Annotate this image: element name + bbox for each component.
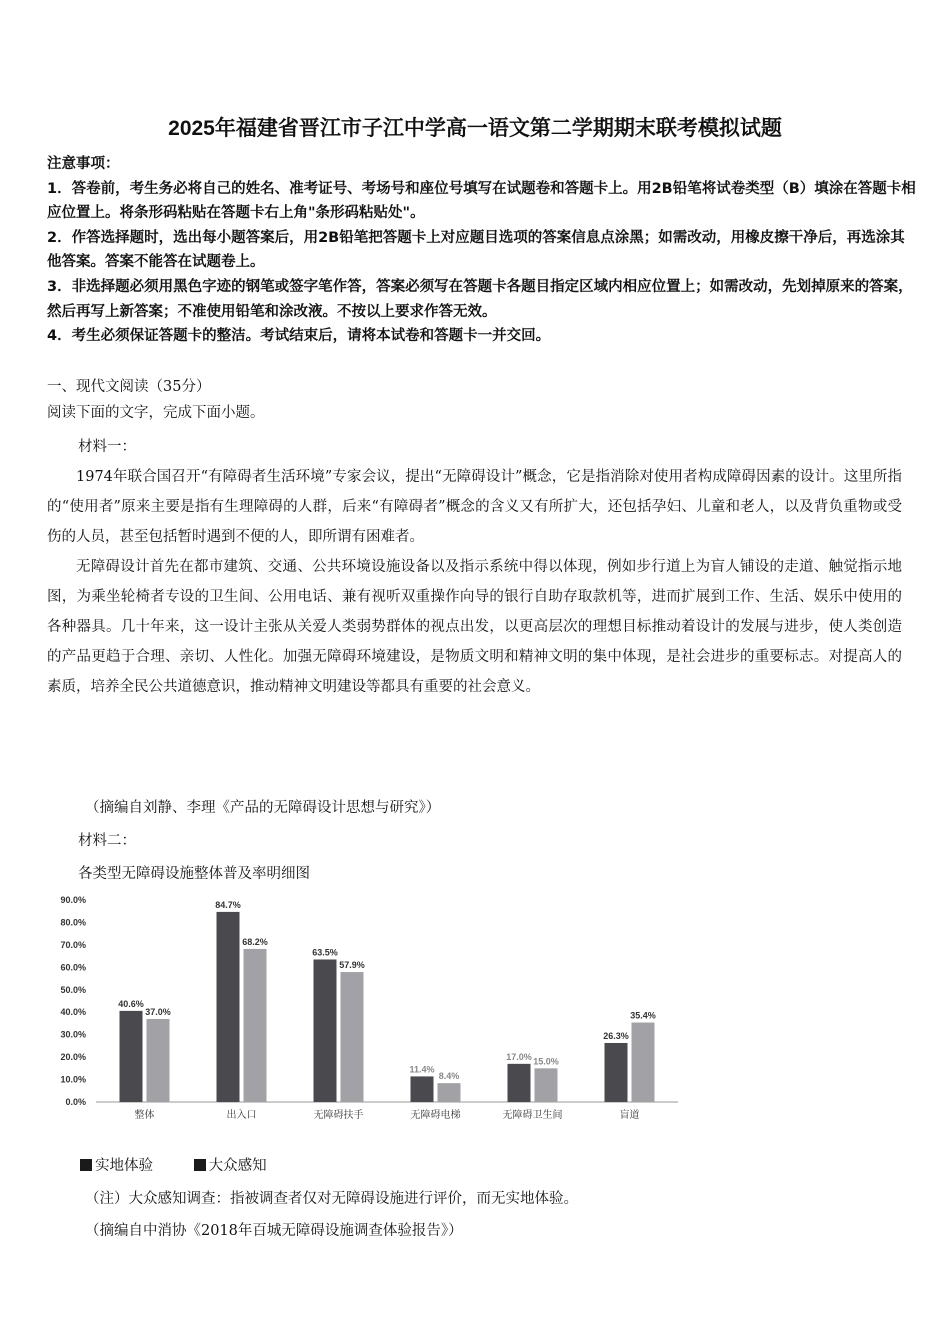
paragraph: 无障碍设计首先在都市建筑、交通、公共环境设施设备以及指示系统中得以体现，例如步行道上为盲人铺设的走道、触觉指示地图，为乘坐轮椅者专设的卫生间、公用电话、兼有视听双重操作向导的银行自助存取款机等，进而扩展到工作、生活、娱乐中使用的各种器具。几十年来，这一设计主张从关爱人类弱势群体的视点出发，以更高层次的理想目标推动着设计的发展与进步，使人类创造的产品更趋于合理、亲切、人性化。加强无障碍环境建设，是物质文明和精神文明的集中体现，是社会进步的重要标志。对提高人的素质，培养全民公共道德意识，推动精神文明建设等都具有重要的社会意义。 xyxy=(47,559,902,695)
y-tick-label: 10.0% xyxy=(60,1074,86,1085)
y-tick-label: 20.0% xyxy=(60,1052,86,1063)
y-tick-label: 30.0% xyxy=(60,1029,86,1040)
category-label: 无障碍卫生间 xyxy=(502,1110,563,1121)
y-tick-label: 80.0% xyxy=(60,917,86,928)
legend-swatch-icon xyxy=(80,1159,92,1171)
y-tick-label: 40.0% xyxy=(60,1007,86,1018)
material1-label: 材料一： xyxy=(78,439,136,455)
data-label: 68.2% xyxy=(242,936,268,947)
material2-label: 材料二： xyxy=(78,833,136,849)
data-label: 15.0% xyxy=(533,1056,559,1067)
legend-swatch-icon xyxy=(194,1159,206,1171)
source-citation-1: （摘编自刘静、李理《产品的无障碍设计思想与研究》） xyxy=(85,800,441,816)
data-label: 35.4% xyxy=(630,1010,656,1021)
y-tick-label: 70.0% xyxy=(60,939,86,950)
bar xyxy=(244,949,267,1102)
chart-legend xyxy=(80,1154,303,1175)
category-label: 出入口 xyxy=(226,1110,257,1121)
y-tick-label: 0.0% xyxy=(65,1097,86,1107)
legend-label: 实地体验 xyxy=(95,1158,153,1174)
data-label: 40.6% xyxy=(118,998,144,1009)
category-label: 整体 xyxy=(134,1110,155,1121)
data-label: 37.0% xyxy=(145,1006,171,1017)
notes-item: 3．非选择题必须用黑色字迹的钢笔或签字笔作答，答案必须写在答题卡各题目指定区域内相应位置上；如需改动，先划掉原来的答案，然后再写上新答案；不准使用铅笔和涂改液。不按以上要求作答无效。 xyxy=(47,278,913,320)
bar xyxy=(632,1023,655,1102)
category-label: 无障碍电梯 xyxy=(410,1110,461,1121)
bar xyxy=(411,1076,434,1102)
notes-item: 1．答卷前，考生务必将自己的姓名、准考证号、考场号和座位号填写在试题卷和答题卡上。用2B铅笔将试卷类型（B）填涂在答题卡相应位置上。将条形码粘贴在答题卡右上角"条形码粘贴处"。 xyxy=(47,180,916,222)
paragraph: 1974年联合国召开“有障碍者生活环境”专家会议，提出“无障碍设计”概念，它是指消除对使用者构成障碍因素的设计。这里所指的“使用者”原来主要是指有生理障碍的人群，后来“有障碍者”概念的含义又有所扩大，还包括孕妇、儿童和老人，以及背负重物或受伤的人员，甚至包括暂时遇到不便的人，即所谓有困难者。 xyxy=(47,469,902,545)
bar xyxy=(120,1011,143,1102)
legend-item xyxy=(80,1158,153,1174)
data-label: 11.4% xyxy=(409,1064,435,1075)
legend-item xyxy=(194,1158,267,1174)
bar xyxy=(314,959,337,1102)
data-label: 17.0% xyxy=(506,1051,532,1062)
data-label: 63.5% xyxy=(312,947,338,958)
data-label: 84.7% xyxy=(215,899,241,910)
notes-item: 4．考生必须保证答题卡的整洁。考试结束后，请将本试卷和答题卡一并交回。 xyxy=(47,328,551,345)
bar xyxy=(217,912,240,1102)
exam-title: 2025年福建省晋江市子江中学高一语文第二学期期末联考模拟试题 xyxy=(168,117,782,140)
bar-chart xyxy=(48,888,688,1128)
y-tick-label: 50.0% xyxy=(60,984,86,995)
bar xyxy=(438,1083,461,1102)
section-instruction: 阅读下面的文字，完成下面小题。 xyxy=(47,405,265,421)
material1-text xyxy=(47,462,902,702)
y-tick-label: 60.0% xyxy=(60,962,86,973)
section-heading: 一、现代文阅读（35分） xyxy=(47,379,211,395)
notes-heading: 注意事项： xyxy=(47,156,120,172)
bar xyxy=(605,1043,628,1102)
bar xyxy=(535,1068,558,1102)
y-tick-label: 90.0% xyxy=(60,895,86,905)
source-citation-2: （摘编自中消协《2018年百城无障碍设施调查体验报告》） xyxy=(85,1223,463,1239)
data-label: 26.3% xyxy=(603,1030,629,1041)
bar xyxy=(147,1019,170,1102)
chart-caption: 各类型无障碍设施整体普及率明细图 xyxy=(78,866,310,882)
bar xyxy=(508,1064,531,1102)
data-label: 8.4% xyxy=(438,1071,460,1082)
legend-label: 大众感知 xyxy=(208,1158,267,1174)
notes-block xyxy=(47,152,917,349)
category-label: 无障碍扶手 xyxy=(313,1110,364,1121)
data-label: 57.9% xyxy=(339,960,365,971)
bar xyxy=(341,972,364,1102)
chart-note: （注）大众感知调查：指被调查者仅对无障碍设施进行评价，而无实地体验。 xyxy=(85,1191,578,1207)
notes-item: 2．作答选择题时，选出每小题答案后，用2B铅笔把答题卡上对应题目选项的答案信息点涂黑；如需改动，用橡皮擦干净后，再选涂其他答案。答案不能答在试题卷上。 xyxy=(47,229,905,271)
category-label: 盲道 xyxy=(619,1110,640,1121)
